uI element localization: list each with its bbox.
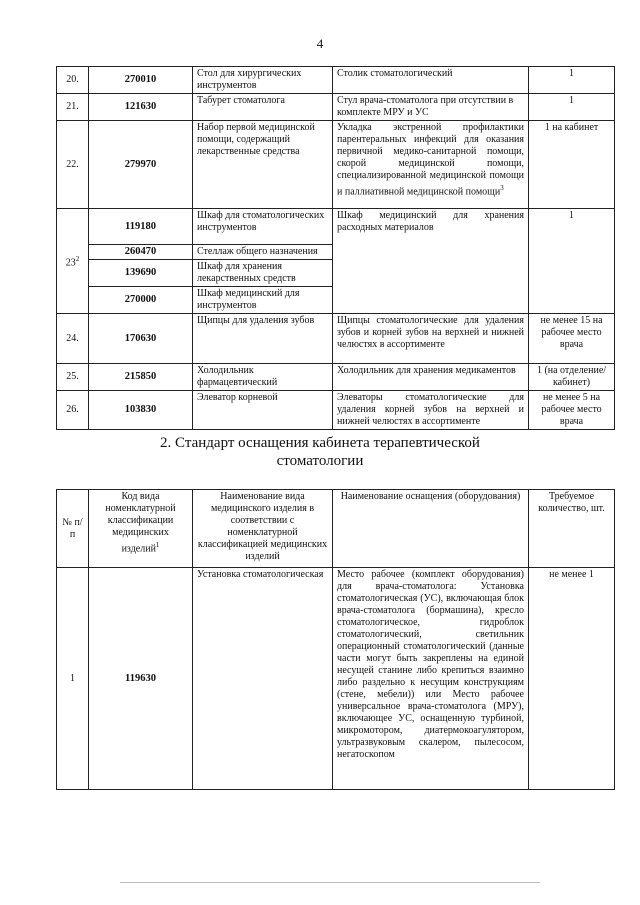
- header-quantity: Требуемое количество, шт.: [529, 490, 615, 568]
- header-device-name: Наименование вида медицинского изделия в соответствии с номенклатурной классификацией медицинских изделий: [193, 490, 333, 568]
- equipment-name: [333, 121, 529, 209]
- row-number: 22.: [57, 121, 89, 209]
- nomenclature-code: 170630: [89, 314, 193, 364]
- nomenclature-code: 119630: [89, 568, 193, 790]
- header-code-text: Код вида номенклатурной классификации медицинских изделий: [105, 491, 176, 555]
- required-quantity: 1: [529, 209, 615, 314]
- row-number: 25.: [57, 364, 89, 391]
- table-row: [57, 67, 615, 94]
- page-number: 4: [316, 36, 324, 51]
- section-heading: [0, 434, 640, 470]
- nomenclature-code: 279970: [89, 121, 193, 209]
- equipment-name: Столик стоматологический: [333, 67, 529, 94]
- table-row: [57, 209, 615, 245]
- equipment-table-continued: [56, 66, 615, 430]
- required-quantity: не менее 1: [529, 568, 615, 790]
- table-row: [57, 568, 615, 790]
- row-number: 24.: [57, 314, 89, 364]
- required-quantity: 1 на кабинет: [529, 121, 615, 209]
- device-name: Холодильник фармацевтический: [193, 364, 333, 391]
- footnote-mark: 2: [75, 254, 80, 263]
- table-row: [57, 314, 615, 364]
- nomenclature-code: 270000: [89, 287, 193, 314]
- nomenclature-code: 121630: [89, 94, 193, 121]
- equipment-text: Укладка экстренной профилактики парентеральных инфекций для оказания первичной медико-санитарной помощи, скорой медицинской помощи, специализированной медицинской помощи и паллиативной медицинской помощи: [337, 122, 524, 198]
- nomenclature-code: 215850: [89, 364, 193, 391]
- equipment-name: Элеваторы стоматологические для удаления корней зубов на верхней и нижней челюстях в ассортименте: [333, 391, 529, 430]
- required-quantity: 1 (на отделение/ кабинет): [529, 364, 615, 391]
- table-header-row: [57, 490, 615, 568]
- table-row: [57, 364, 615, 391]
- device-name: Щипцы для удаления зубов: [193, 314, 333, 364]
- device-name: Установка стоматологическая: [193, 568, 333, 790]
- row-number: 26.: [57, 391, 89, 430]
- footnote-mark: 3: [500, 184, 504, 192]
- equipment-name: Стул врача-стоматолога при отсутствии в комплекте МРУ и УС: [333, 94, 529, 121]
- device-name: Шкаф для стоматологических инструментов: [193, 209, 333, 245]
- row-number: [57, 209, 89, 314]
- device-name: Шкаф медицинский для инструментов: [193, 287, 333, 314]
- row-number-text: 23: [65, 257, 76, 269]
- table-row: [57, 121, 615, 209]
- table-row: [57, 94, 615, 121]
- equipment-name: Холодильник для хранения медикаментов: [333, 364, 529, 391]
- page-bottom-rule: [120, 882, 540, 883]
- required-quantity: 1: [529, 67, 615, 94]
- row-number: 21.: [57, 94, 89, 121]
- device-name: Табурет стоматолога: [193, 94, 333, 121]
- section-title-line2: стоматологии: [276, 453, 364, 469]
- required-quantity: 1: [529, 94, 615, 121]
- device-name: Элеватор корневой: [193, 391, 333, 430]
- footnote-mark: 1: [155, 541, 160, 549]
- section-title-line1: 2. Стандарт оснащения кабинета терапевтической: [160, 435, 480, 451]
- table-row: [57, 391, 615, 430]
- equipment-name: Шкаф медицинский для хранения расходных материалов: [333, 209, 529, 314]
- device-name: Набор первой медицинской помощи, содержащий лекарственные средства: [193, 121, 333, 209]
- row-number: 1: [57, 568, 89, 790]
- device-name: Стол для хирургических инструментов: [193, 67, 333, 94]
- nomenclature-code: 260470: [89, 245, 193, 260]
- therapeutic-dentistry-equipment-table: [56, 489, 615, 790]
- nomenclature-code: 139690: [89, 260, 193, 287]
- row-number: 20.: [57, 67, 89, 94]
- header-number: № п/п: [57, 490, 89, 568]
- nomenclature-code: 119180: [89, 209, 193, 245]
- header-code: [89, 490, 193, 568]
- nomenclature-code: 270010: [89, 67, 193, 94]
- required-quantity: не менее 5 на рабочее место врача: [529, 391, 615, 430]
- device-name: Шкаф для хранения лекарственных средств: [193, 260, 333, 287]
- required-quantity: не менее 15 на рабочее место врача: [529, 314, 615, 364]
- equipment-name: Место рабочее (комплект оборудования) для врача-стоматолога: Установка стоматологическая (УС), включающая блок врача-стоматолога (бормашина), кресло стоматологическое, гидроблок стоматологический, светильник операционный стоматологический (данные части могут быть закреплены на единой несущей станине либо крепиться взаимно либо раздельно к несущим конструкциям (стене, мебели)) или Место рабочее универсальное врача-стоматолога (МРУ), включающее УС, оснащенную турбиной, микромотором, диатермокоагулятором, ультразвуковым скалером, пылесосом, негатоскопом: [333, 568, 529, 790]
- header-equipment: Наименование оснащения (оборудования): [333, 490, 529, 568]
- nomenclature-code: 103830: [89, 391, 193, 430]
- equipment-name: Щипцы стоматологические для удаления зубов и корней зубов на верхней и нижней челюстях в ассортименте: [333, 314, 529, 364]
- device-name: Стеллаж общего назначения: [193, 245, 333, 260]
